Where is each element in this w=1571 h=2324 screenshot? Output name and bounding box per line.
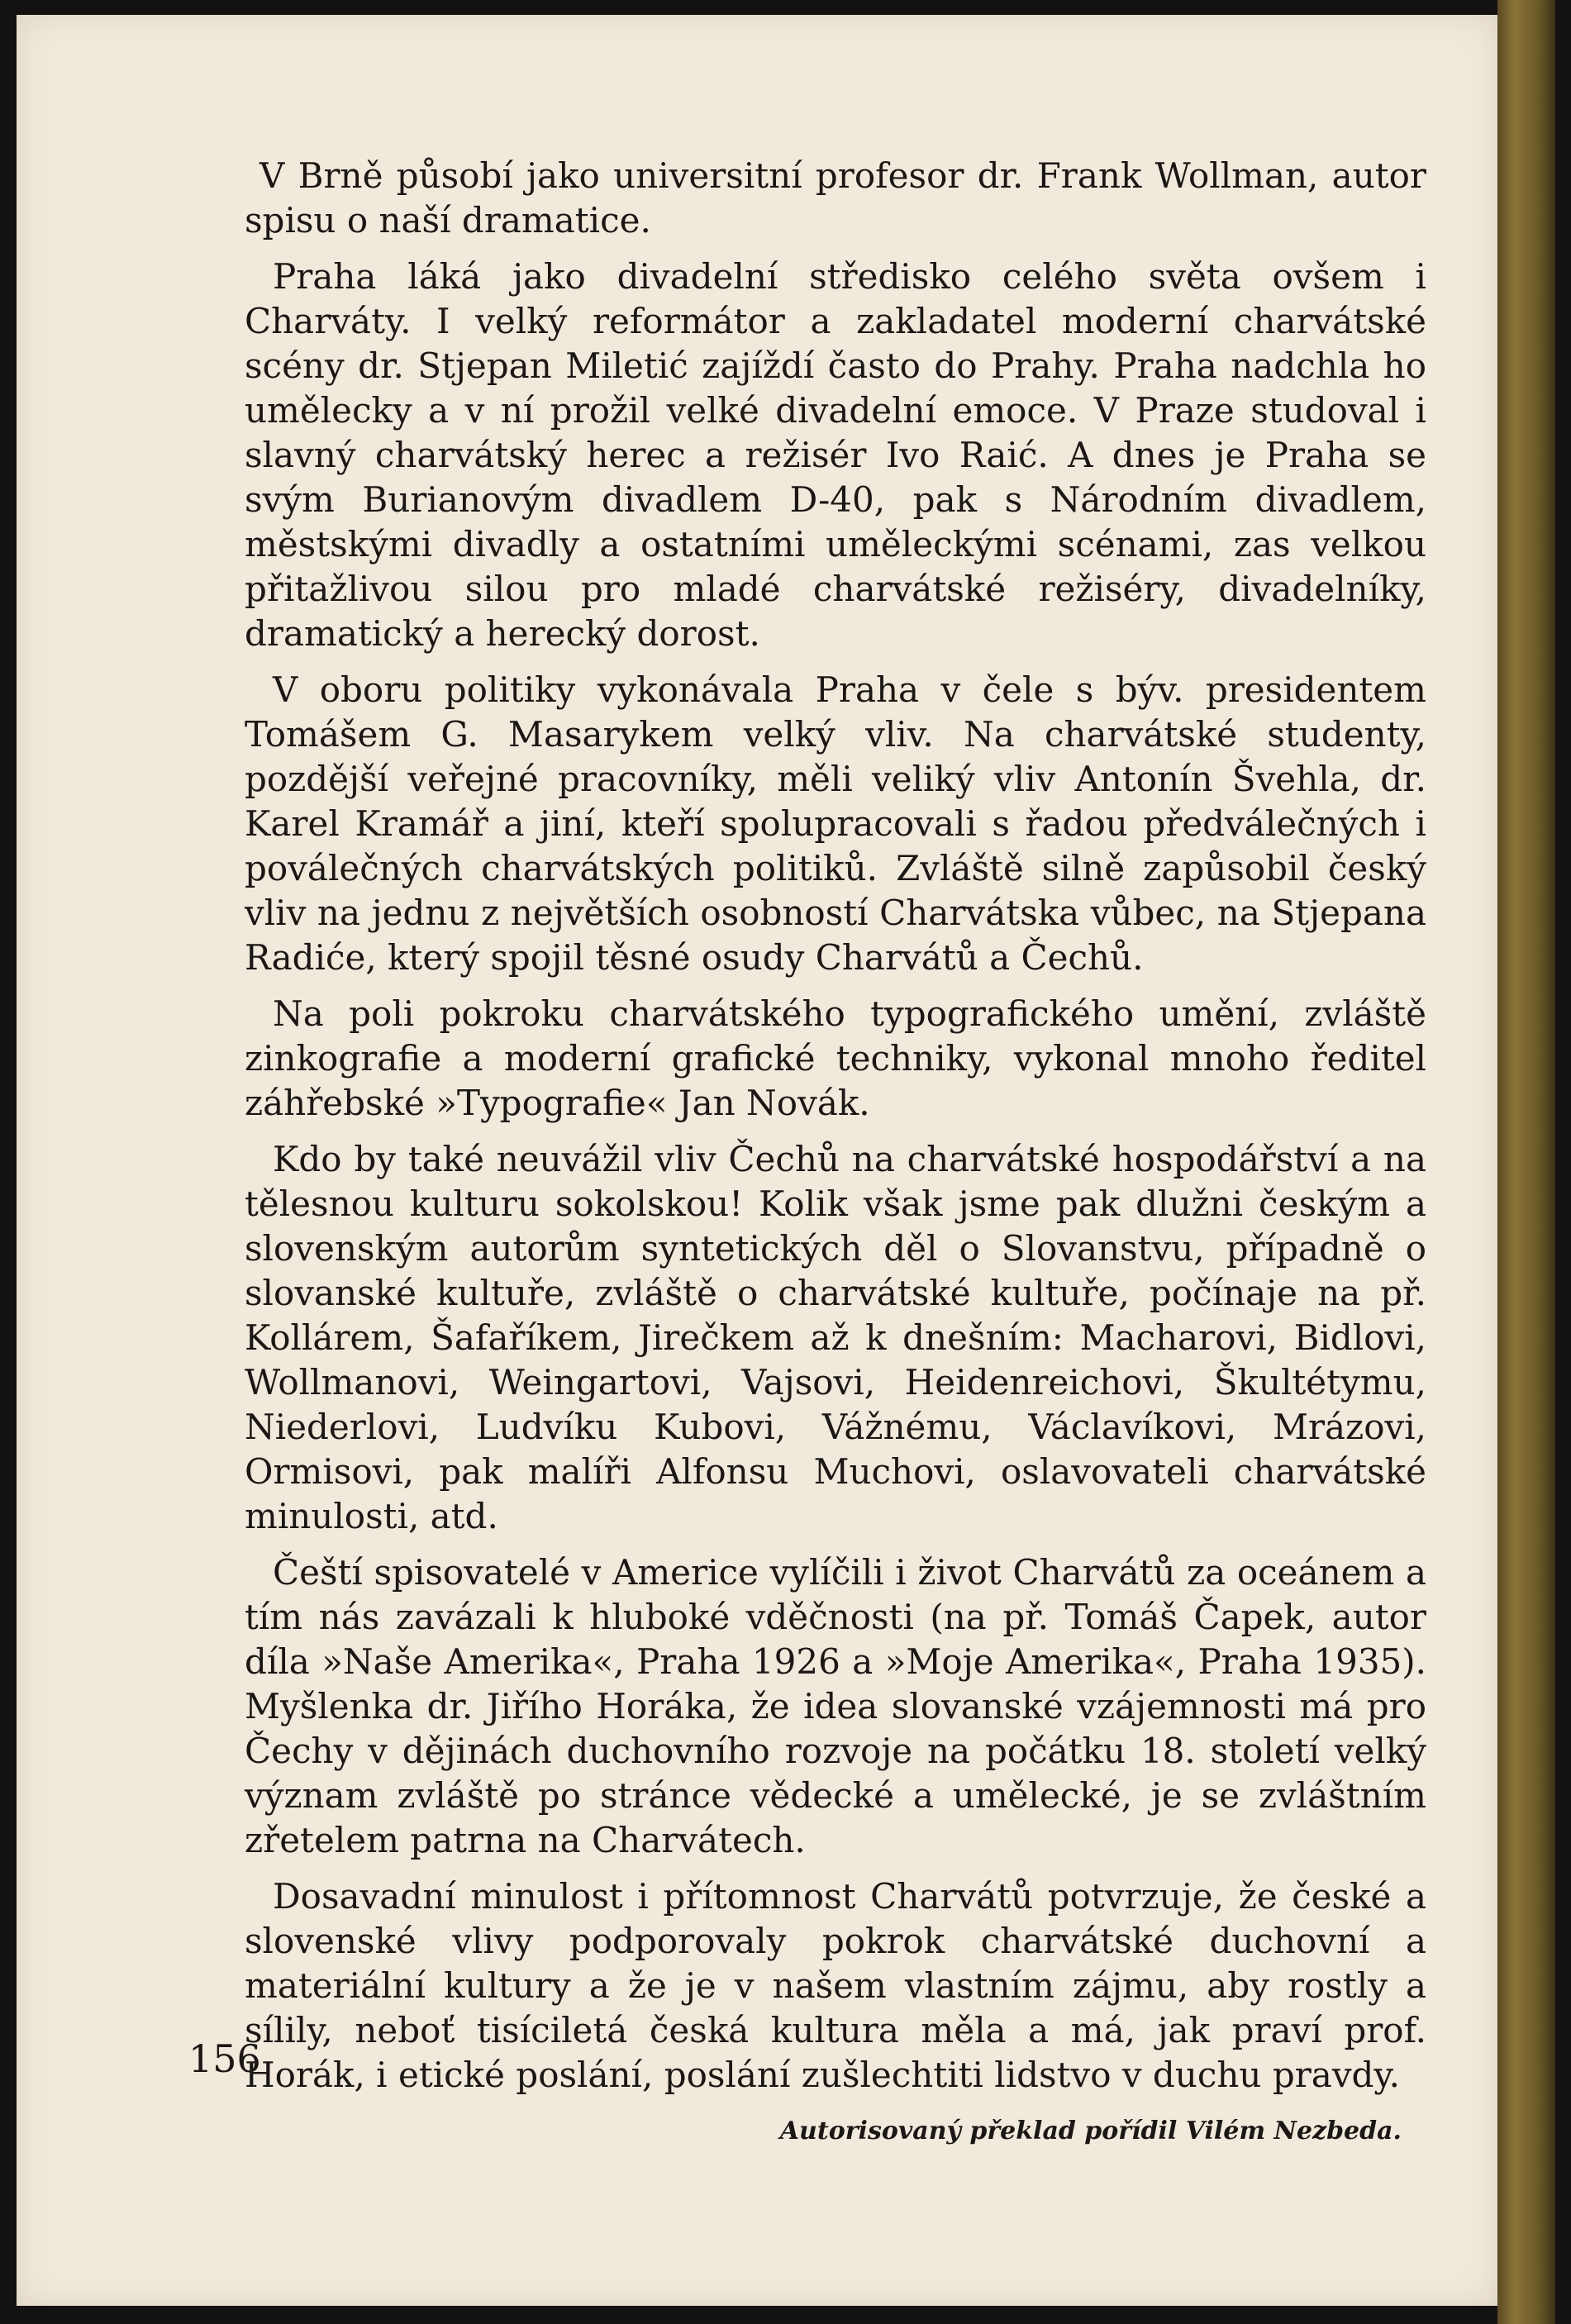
paragraph-3: V oboru politiky vykonávala Praha v čele s býv. presidentem Tomášem G. Masarykem velký vliv. Na charvátské studenty, pozdější veřejné pracovníky, měli veliký vliv Antonín Švehla, dr. Karel Kramář a jiní, kteří spolupracovali s řadou předválečných i poválečných charvátských politiků. Zvláště silně zapůsobil český vliv na jednu z největších osobností Charvátska vůbec, na Stjepana Radiće, který spojil těsné osudy Charvátů a Čechů. (245, 669, 1426, 978)
page-number: 156 (188, 2036, 261, 2081)
book-page (17, 15, 1497, 2306)
paragraph-4: Na poli pokroku charvátského typografického umění, zvláště zinkografie a moderní grafické techniky, vykonal mnoho ředitel záhřebské »Typografie« Jan Novák. (245, 993, 1426, 1123)
paragraph-2: Praha láká jako divadelní středisko celého světa ovšem i Charváty. I velký reformátor a zakladatel moderní charvátské scény dr. Stjepan Miletić zajíždí často do Prahy. Praha nadchla ho umělecky a v ní prožil velké divadelní emoce. V Praze studoval i slavný charvátský herec a režisér Ivo Raić. A dnes je Praha se svým Burianovým divadlem D-40, pak s Národním divadlem, městskými divadly a ostatními uměleckými scénami, zas velkou přitažlivou silou pro mladé charvátské režiséry, divadelníky, dramatický a herecký dorost. (245, 256, 1426, 654)
paragraph-6: Čeští spisovatelé v Americe vylíčili i život Charvátů za oceánem a tím nás zavázali k hluboké vděčnosti (na př. Tomáš Čapek, autor díla »Naše Amerika«, Praha 1926 a »Moje Amerika«, Praha 1935). Myšlenka dr. Jiřího Horáka, že idea slovanské vzájemnosti má pro Čechy v dějinách duchovního rozvoje na počátku 18. století velký význam zvláště po stránce vědecké a umělecké, je se zvláštním zřetelem patrna na Charvátech. (245, 1552, 1426, 1860)
book-edge (1497, 0, 1555, 2324)
paragraph-7: Dosavadní minulost i přítomnost Charvátů potvrzuje, že české a slovenské vlivy podporovaly pokrok charvátské duchovní a materiální kultury a že je v našem vlastním zájmu, aby rostly a sílily, neboť tisíciletá česká kultura měla a má, jak praví prof. Horák, i etické poslání, poslání zušlechtiti lidstvo v duchu pravdy. (245, 1876, 1426, 2095)
paragraph-1: V Brně působí jako universitní profesor dr. Frank Wollman, autor spisu o naší dramatice. (245, 155, 1426, 240)
translator-signature: Autorisovaný překlad pořídil Vilém Nezbeda. (779, 2117, 1402, 2145)
paragraph-5: Kdo by také neuvážil vliv Čechů na charvátské hospodářství a na tělesnou kulturu sokolskou! Kolik však jsme pak dlužni českým a slovenským autorům syntetických děl o Slovanstvu, případně o slovanské kultuře, zvláště o charvátské kultuře, počínaje na př. Kollárem, Šafaříkem, Jirečkem až k dnešním: Macharovi, Bidlovi, Wollmanovi, Weingartovi, Vajsovi, Heidenreichovi, Škultétymu, Niederlovi, Ludvíku Kubovi, Vážnému, Václavíkovi, Mrázovi, Ormisovi, pak malíři Alfonsu Muchovi, oslavovateli charvátské minulosti, atd. (245, 1139, 1426, 1536)
body-text (245, 154, 1426, 2154)
